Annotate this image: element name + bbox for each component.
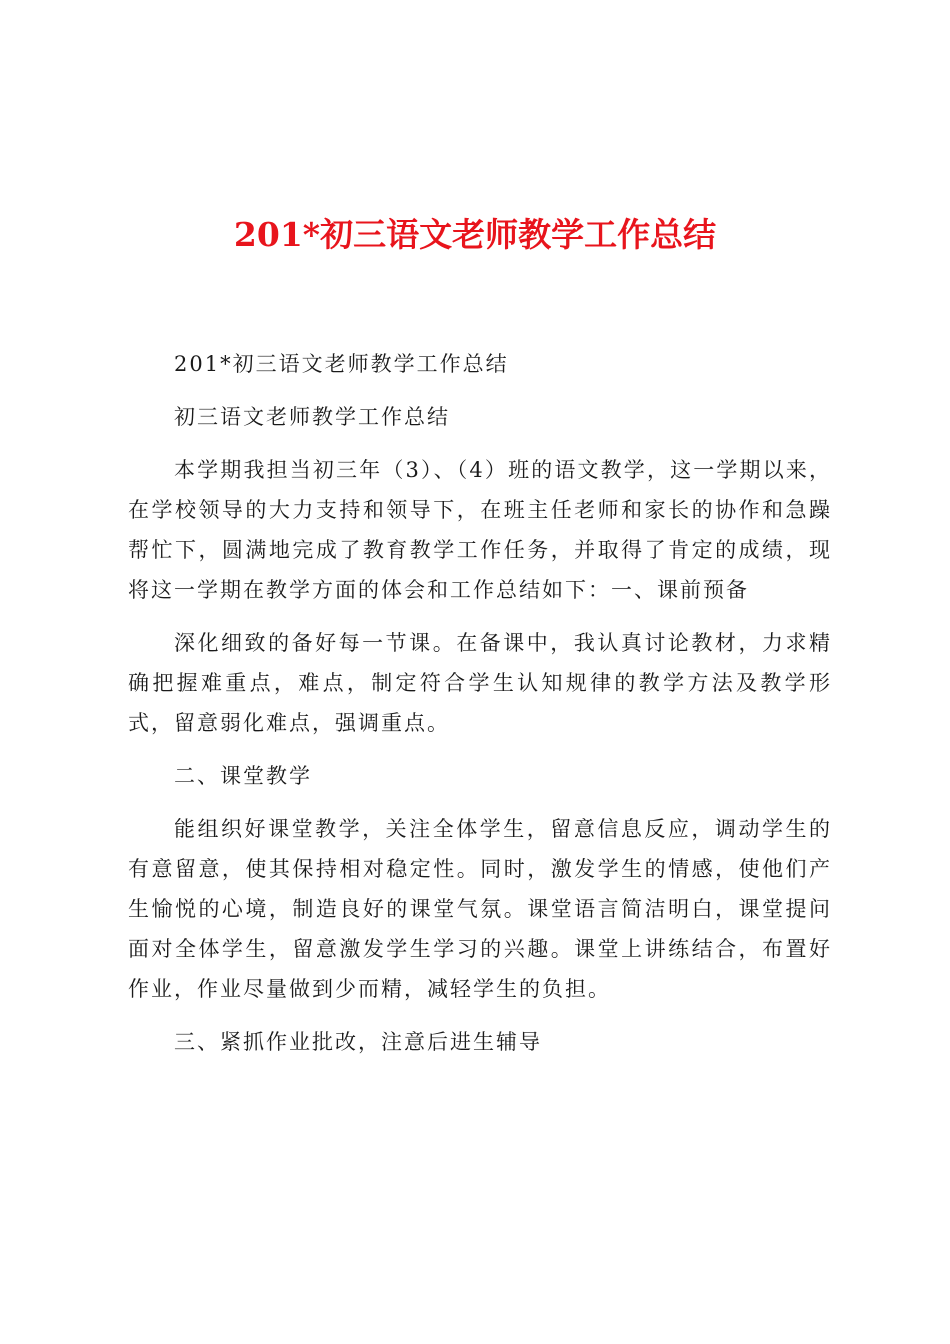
section-heading-classroom: 二、课堂教学: [174, 764, 312, 788]
paragraph-intro: 本学期我担当初三年（3）、（4）班的语文教学，这一学期以来，在学校领导的大力支持和领导下，在班主任老师和家长的协作和急躁帮忙下，圆满地完成了教育教学工作任务，并取得了肯定的成绩，现将这一学期在教学方面的体会和工作总结如下：一、课前预备: [128, 458, 832, 602]
document-body: [128, 344, 832, 1075]
section-heading-homework: 三、紧抓作业批改，注意后进生辅导: [174, 1030, 542, 1054]
paragraph-subtitle: 初三语文老师教学工作总结: [174, 405, 450, 429]
document-title: 201*初三语文老师教学工作总结: [233, 215, 717, 254]
paragraph-lesson-prep: 深化细致的备好每一节课。在备课中，我认真讨论教材，力求精确把握难重点，难点，制定符合学生认知规律的教学方法及教学形式，留意弱化难点，强调重点。: [128, 631, 832, 735]
paragraph-heading-repeat: 201*初三语文老师教学工作总结: [174, 352, 509, 376]
paragraph-classroom: 能组织好课堂教学，关注全体学生，留意信息反应，调动学生的有意留意，使其保持相对稳定性。同时，激发学生的情感，使他们产生愉悦的心境，制造良好的课堂气氛。课堂语言简洁明白，课堂提问面对全体学生，留意激发学生学习的兴趣。课堂上讲练结合，布置好作业，作业尽量做到少而精，减轻学生的负担。: [128, 817, 832, 1001]
